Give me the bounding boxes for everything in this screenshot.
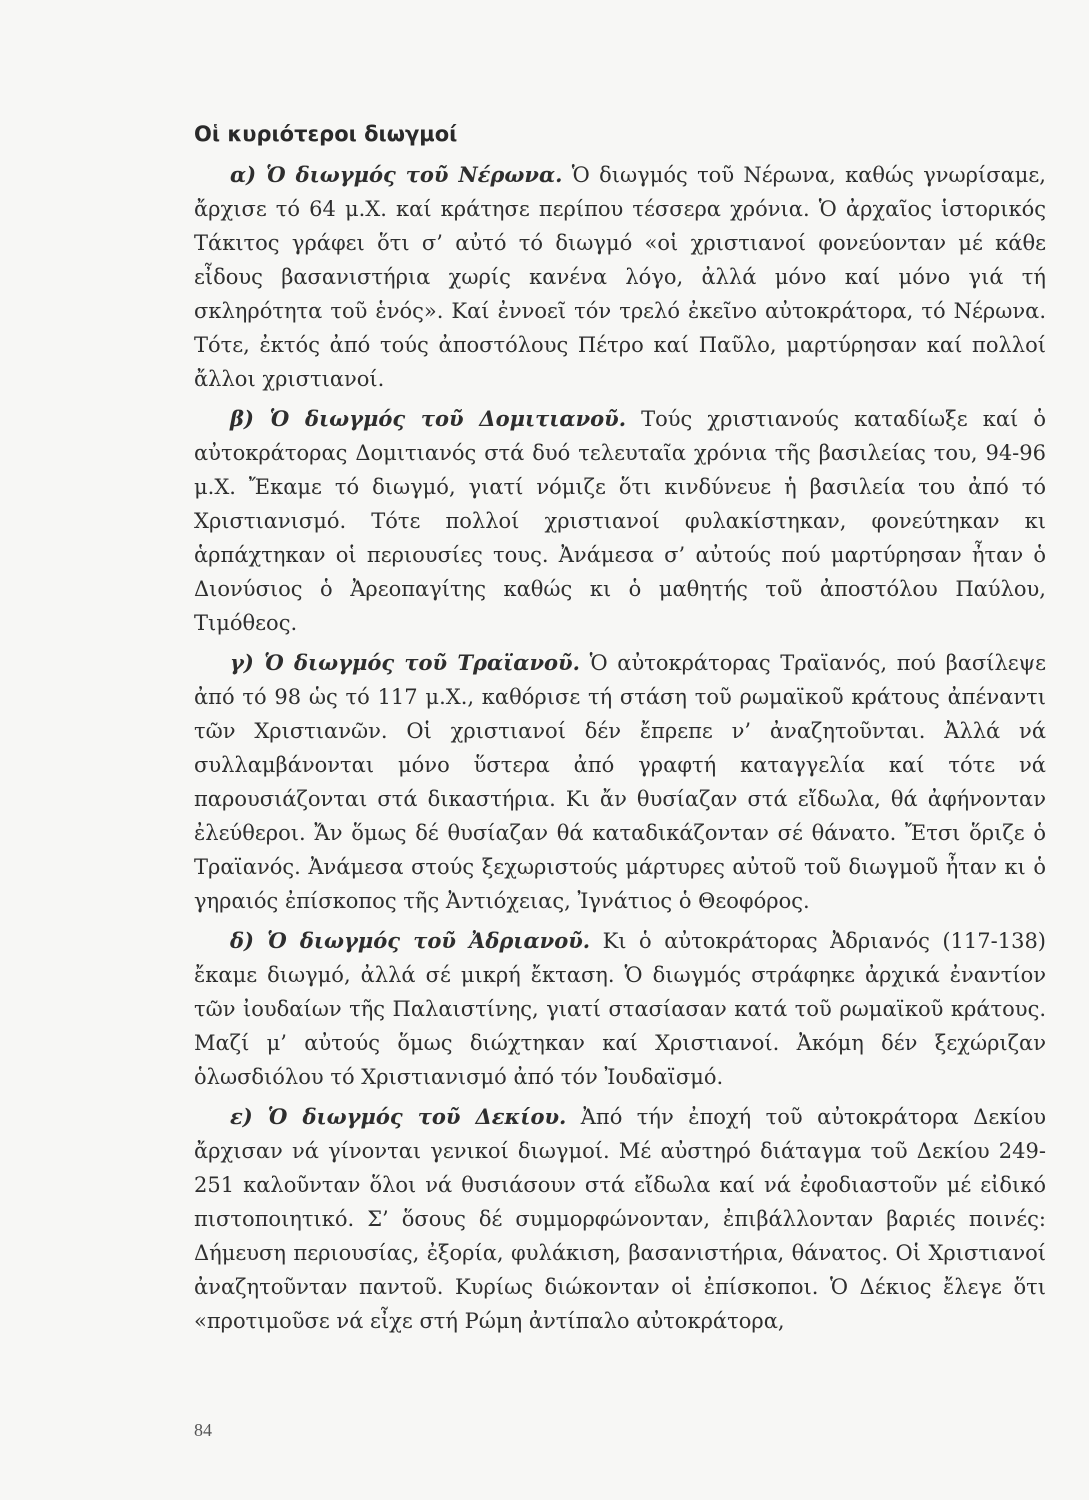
paragraph-text-trajan: Ὁ αὐτοκράτορας Τραϊανός, πού βασίλεψε ἀπό τό 98 ὡς τό 117 μ.Χ., καθόρισε τή στάση τοῦ ρωμαϊκοῦ κράτους ἀπέναντι τῶν Χριστιανῶν. Οἱ χριστιανοί δέν ἔπρεπε ν’ ἀναζητοῦνται. Ἀλλά νά συλλαμβάνονται μόνο ὕστερα ἀπό γραφτή καταγγελία καί τότε νά παρουσιάζονται στά δικαστήρια. Κι ἄν θυσίαζαν στά εἴδωλα, θά ἀφήνονταν ἐλεύθεροι. Ἄν ὅμως δέ θυσίαζαν θά καταδικάζονταν σέ θάνατο. Ἔτσι ὅριζε ὁ Τραϊανός. Ἀνάμεσα στούς ξεχωριστούς μάρτυρες αὐτοῦ τοῦ διωγμοῦ ἦταν κι ὁ γηραιός ἐπίσκοπος τῆς Ἀντιόχειας, Ἰγνάτιος ὁ Θεοφόρος. <box>194 651 1046 913</box>
paragraph-trajan <box>194 646 1046 918</box>
paragraph-text-hadrian: Κι ὁ αὐτοκράτορας Ἀδριανός (117-138) ἔκαμε διωγμό, ἀλλά σέ μικρή ἔκταση. Ὁ διωγμός στράφηκε ἀρχικά ἐναντίον τῶν ἰουδαίων τῆς Παλαιστίνης, γιατί στασίασαν κατά τοῦ ρωμαϊκοῦ κράτους. Μαζί μ’ αὐτούς ὅμως διώχτηκαν καί Χριστιανοί. Ἀκόμη δέν ξεχώριζαν ὁλωσδιόλου τό Χριστιανισμό ἀπό τόν Ἰουδαϊσμό. <box>194 929 1046 1089</box>
paragraph-nero <box>194 158 1046 396</box>
paragraph-text-nero: Ὁ διωγμός τοῦ Νέρωνα, καθώς γνωρίσαμε, ἄρχισε τό 64 μ.Χ. καί κράτησε περίπου τέσσερα χρόνια. Ὁ ἀρχαῖος ἱστορικός Τάκιτος γράφει ὅτι σ’ αὐτό τό διωγμό «οἱ χριστιανοί φονεύονταν μέ κάθε εἶδους βασανιστήρια χωρίς κανένα λόγο, ἀλλά μόνο καί μόνο γιά τή σκληρότητα τοῦ ἑνός». Καί ἐννοεῖ τόν τρελό ἐκεῖνο αὐτοκράτορα, τό Νέρωνα. Τότε, ἐκτός ἀπό τούς ἀποστόλους Πέτρο καί Παῦλο, μαρτύρησαν καί πολλοί ἄλλοι χριστιανοί. <box>194 163 1046 391</box>
page-body <box>194 118 1046 1344</box>
paragraph-hadrian <box>194 924 1046 1094</box>
page-number: 84 <box>194 1420 212 1440</box>
paragraph-title-trajan: γ) Ὁ διωγμός τοῦ Τραϊανοῦ. <box>230 650 580 675</box>
paragraph-title-domitian: β) Ὁ διωγμός τοῦ Δομιτιανοῦ. <box>230 406 627 431</box>
paragraph-title-nero: α) Ὁ διωγμός τοῦ Νέρωνα. <box>230 162 563 187</box>
paragraph-title-hadrian: δ) Ὁ διωγμός τοῦ Ἀδριανοῦ. <box>230 928 591 953</box>
paragraph-text-domitian: Τούς χριστιανούς καταδίωξε καί ὁ αὐτοκράτορας Δομιτιανός στά δυό τελευταῖα χρόνια τῆς βασιλείας του, 94-96 μ.Χ. Ἔκαμε τό διωγμό, γιατί νόμιζε ὅτι κινδύνευε ἡ βασιλεία του ἀπό τό Χριστιανισμό. Τότε πολλοί χριστιανοί φυλακίστηκαν, φονεύτηκαν κι ἁρπάχτηκαν οἱ περιουσίες τους. Ἀνάμεσα σ’ αὐτούς πού μαρτύρησαν ἦταν ὁ Διονύσιος ὁ Ἀρεοπαγίτης καθώς κι ὁ μαθητής τοῦ ἀποστόλου Παύλου, Τιμόθεος. <box>194 407 1046 635</box>
paragraph-decius <box>194 1100 1046 1338</box>
paragraph-domitian <box>194 402 1046 640</box>
section-heading: Οἱ κυριότεροι διωγμοί <box>194 122 458 146</box>
paragraph-title-decius: ε) Ὁ διωγμός τοῦ Δεκίου. <box>230 1104 567 1129</box>
paragraph-text-decius: Ἀπό τήν ἐποχή τοῦ αὐτοκράτορα Δεκίου ἄρχισαν νά γίνονται γενικοί διωγμοί. Μέ αὐστηρό διάταγμα τοῦ Δεκίου 249-251 καλοῦνταν ὅλοι νά θυσιάσουν στά εἴδωλα καί νά ἐφοδιαστοῦν μέ εἰδικό πιστοποιητικό. Σ’ ὅσους δέ συμμορφώνονταν, ἐπιβάλλονταν βαριές ποινές: Δήμευση περιουσίας, ἐξορία, φυλάκιση, βασανιστήρια, θάνατος. Οἱ Χριστιανοί ἀναζητοῦνταν παντοῦ. Κυρίως διώκονταν οἱ ἐπίσκοποι. Ὁ Δέκιος ἔλεγε ὅτι «προτιμοῦσε νά εἶχε στή Ρώμη ἀντίπαλο αὐτοκράτορα, <box>194 1105 1046 1333</box>
